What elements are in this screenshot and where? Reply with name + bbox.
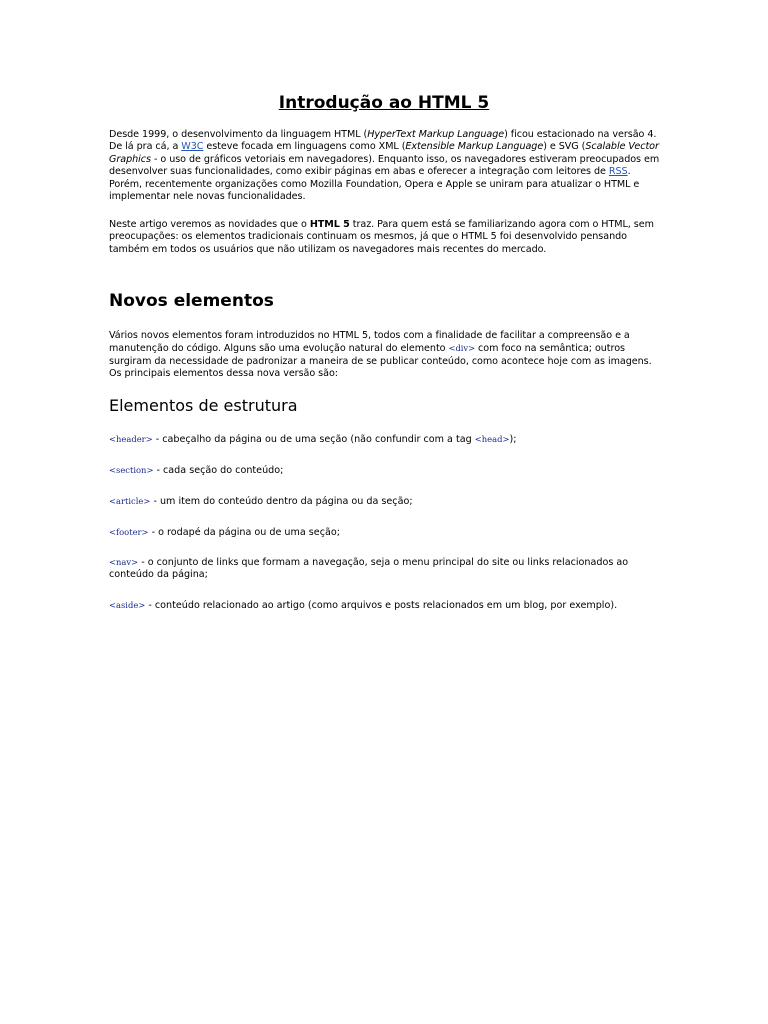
intro-text-6: . Porém, recentemente organizações como Mozilla Foundation, Opera e Apple se uniram para atualizar o HTML e implementar nele novas funcionalidades. (109, 166, 640, 203)
intro-em-html: HyperText Markup Language (367, 129, 505, 140)
code-aside: <aside> (109, 600, 146, 610)
intro-em-svg: Scalable Vector Graphics (109, 141, 659, 165)
code-nav: <nav> (109, 557, 139, 567)
html5-paragraph (109, 219, 661, 256)
item-text-footer: - o rodapé da página ou de uma seção; (148, 527, 340, 538)
item-text-article: - um item do conteúdo dentro da página ou da seção; (150, 496, 413, 507)
section-heading: Novos elementos (109, 291, 274, 311)
code-div: <div> (448, 343, 476, 354)
intro-em-xml: Extensible Markup Language (405, 141, 544, 153)
page-title: Introdução ao HTML 5 (278, 93, 490, 113)
intro-text-3: esteve focada em linguagens como XML ( (203, 141, 406, 153)
list-item-aside (109, 599, 661, 612)
item-text-aside: - conteúdo relacionado ao artigo (como arquivos e posts relacionados em um blog, por exemplo). (145, 600, 618, 611)
list-item-section (109, 464, 661, 477)
code-header: <header> (109, 434, 153, 444)
intro-text-2: ) ficou estacionado na versão 4. De lá pra cá, a (109, 129, 657, 153)
p2-strong: HTML 5 (309, 219, 350, 230)
list-item-article (109, 495, 661, 508)
item-text-header-end: ); (509, 434, 517, 445)
subsection-heading: Elementos de estrutura (109, 396, 298, 415)
list-item-header (109, 433, 661, 446)
code-footer: <footer> (109, 527, 149, 537)
list-item-footer (109, 526, 661, 539)
item-text-section: - cada seção do conteúdo; (153, 465, 284, 476)
list-item-nav (109, 556, 661, 582)
p2-text-2: traz. Para quem está se familiarizando agora com o HTML, sem preocupações: os elementos tradicionais continuam os mesmos, já que o HTML 5 foi desenvolvido pensando também em todos os usuários que não utilizam os navegadores mais recentes do mercado. (109, 219, 654, 255)
w3c-link[interactable]: W3C (181, 141, 204, 153)
code-article: <article> (109, 496, 151, 506)
item-text-header: - cabeçalho da página ou de uma seção (não confundir com a tag (152, 434, 475, 445)
p3-text-1: Vários novos elementos foram introduzidos no HTML 5, todos com a finalidade de facilitar a compreensão e a manutenção do código. Alguns são uma evolução natural do elemento (109, 330, 630, 355)
intro-text-1: Desde 1999, o desenvolvimento da linguagem HTML ( (109, 129, 368, 140)
p3-text-2: com foco na semântica; outros surgiram da necessidade de padronizar a maneira de se publicar conteúdo, como acontece hoje com as imagens. Os principais elementos dessa nova versão são: (109, 343, 652, 380)
elements-paragraph (109, 330, 661, 381)
intro-paragraph (109, 129, 661, 203)
rss-link[interactable]: RSS (608, 166, 628, 178)
intro-text-5: - o uso de gráficos vetoriais em navegadores). Enquanto isso, os navegadores estiveram preocupados em desenvolver suas funcionalidades, como exibir páginas em abas e oferecer a integração com leitores de (109, 153, 660, 178)
intro-text-4: ) e SVG ( (543, 141, 586, 153)
p2-text-1: Neste artigo veremos as novidades que o (109, 219, 310, 230)
code-head: <head> (474, 434, 510, 444)
item-text-nav: - o conjunto de links que formam a navegação, seja o menu principal do site ou links relacionados ao conteúdo da página; (109, 557, 629, 581)
code-section: <section> (109, 465, 154, 475)
